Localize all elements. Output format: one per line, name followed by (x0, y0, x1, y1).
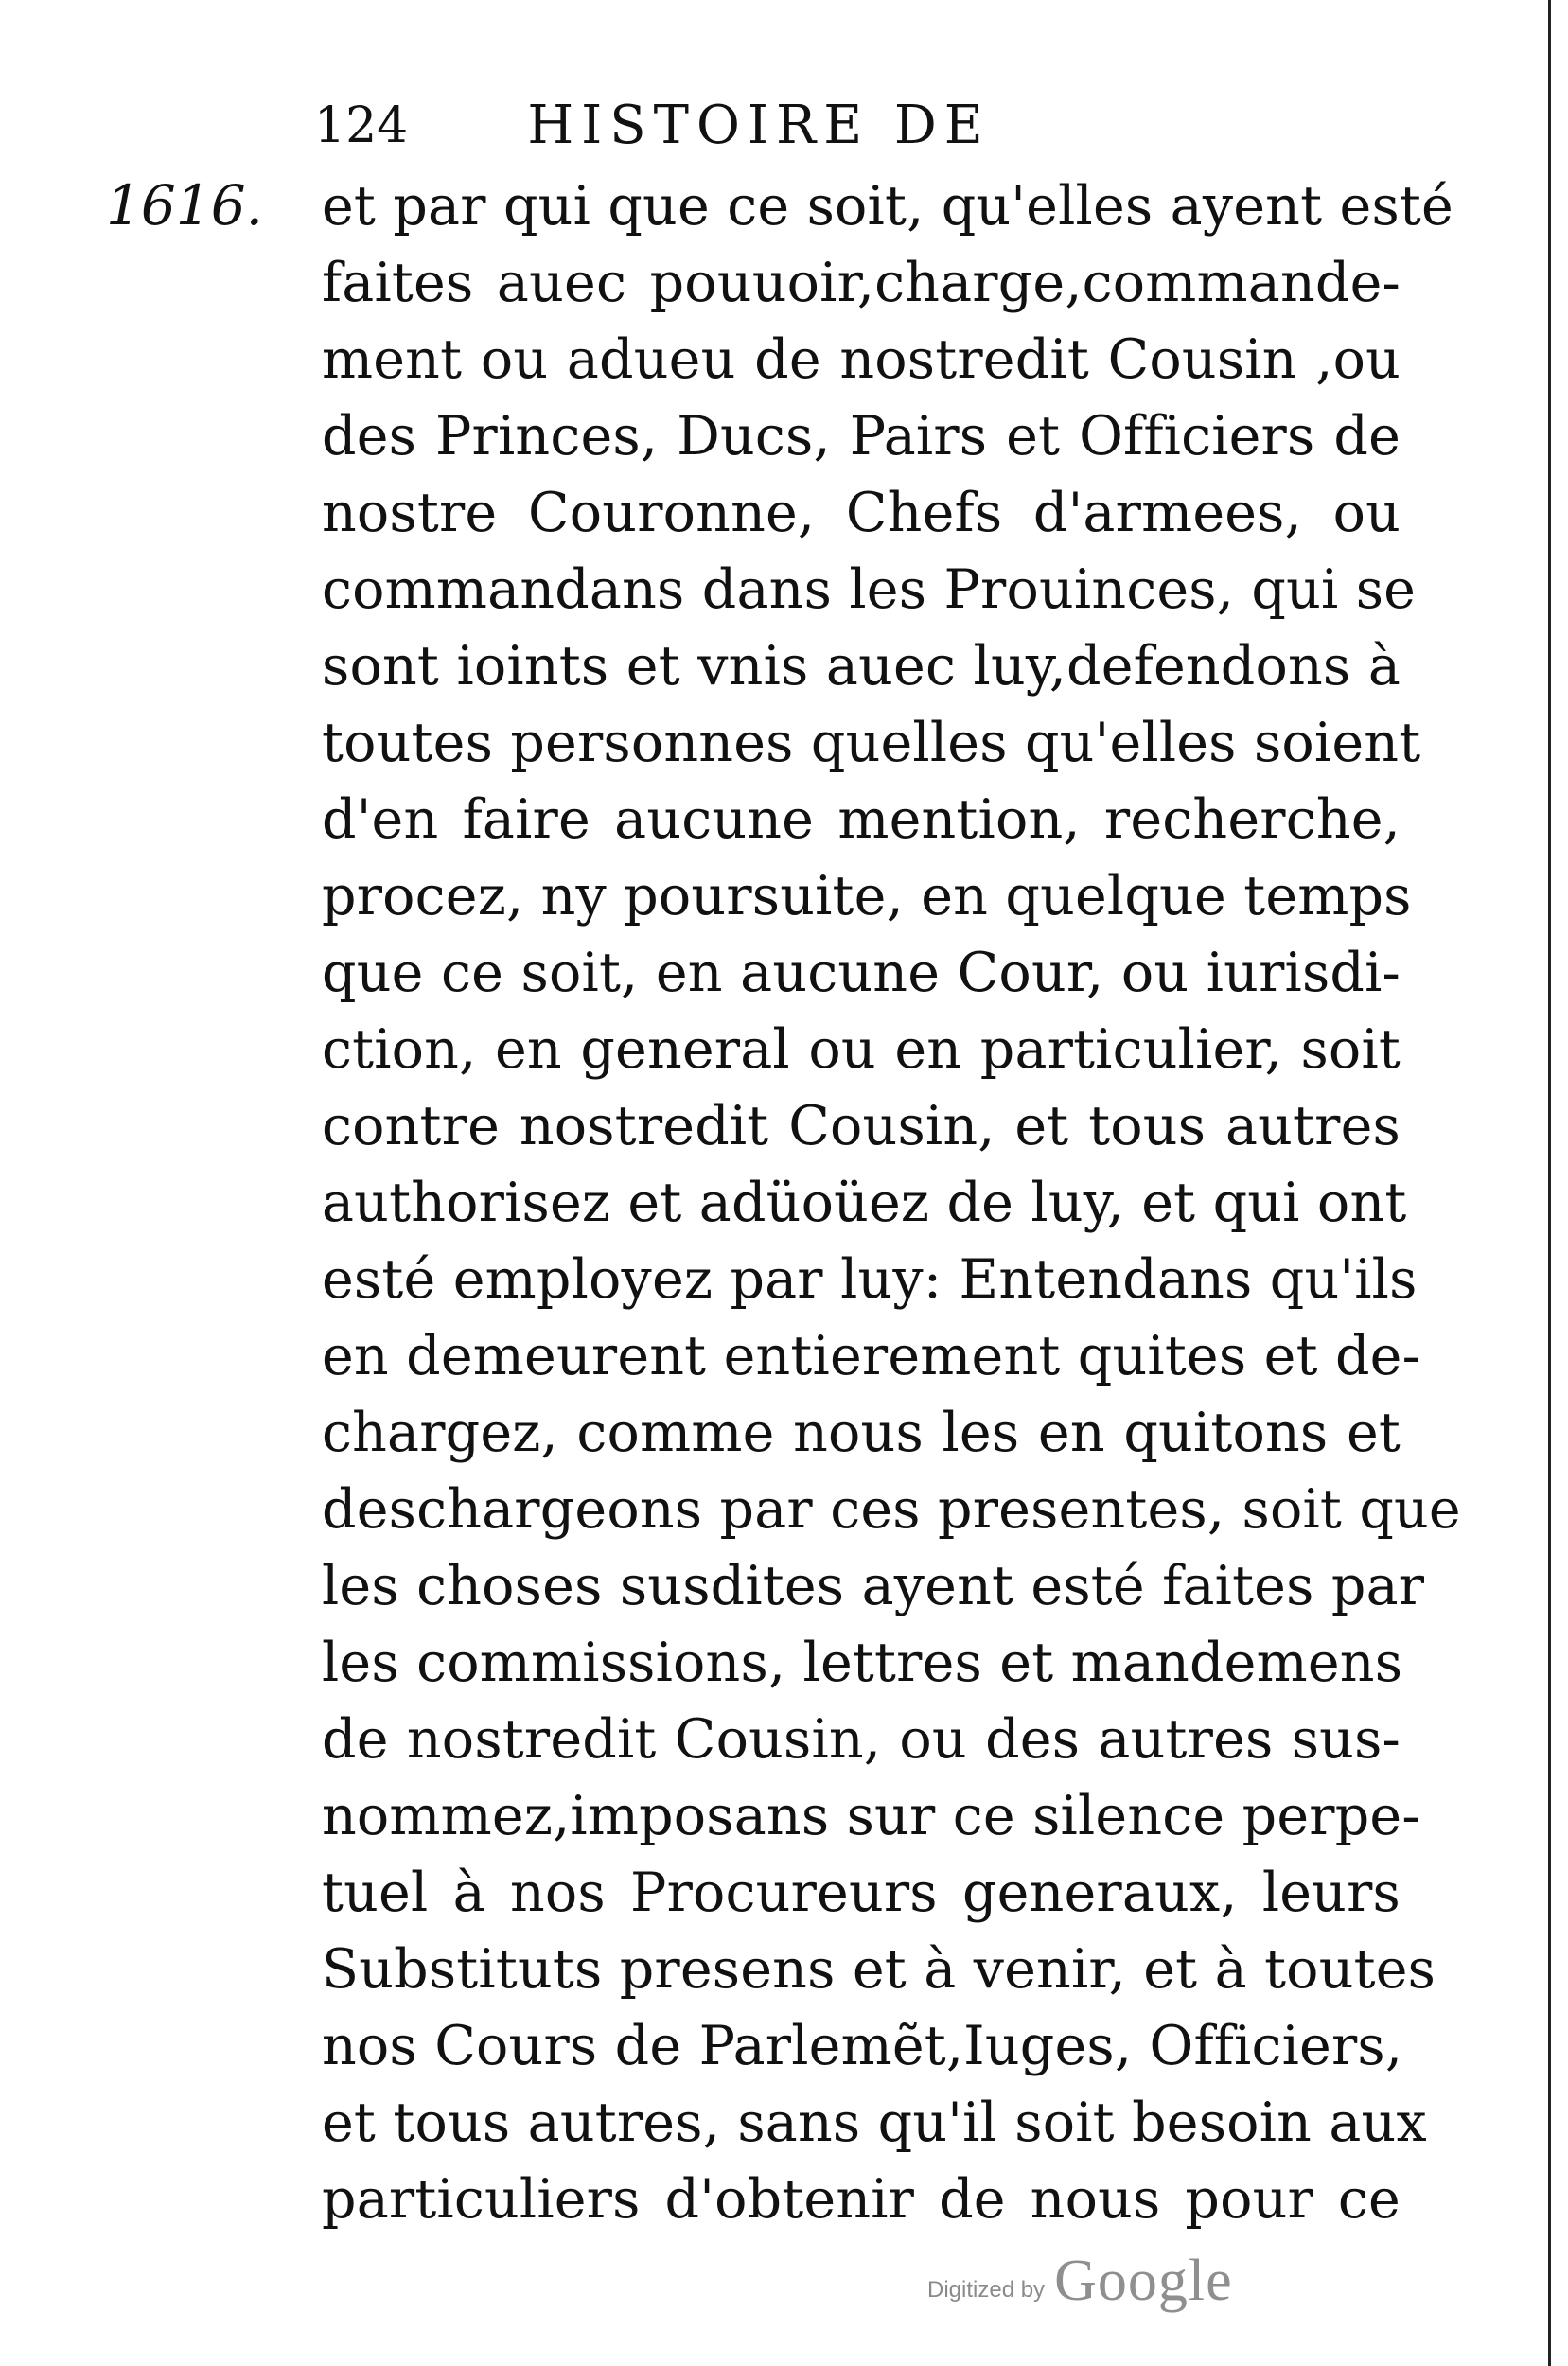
text-line: que ce soit, en aucune Cour, ou iurisdi- (322, 942, 1401, 1004)
body-text (322, 168, 1461, 2238)
text-line: d'en faire aucune mention, recherche, (322, 788, 1401, 851)
text-line: commandans dans les Prouinces, qui se (322, 558, 1417, 621)
text-line: Substituts presens et à venir, et à toutes (322, 1938, 1436, 2001)
text-line: des Princes, Ducs, Pairs et Officiers de (322, 405, 1401, 468)
text-line: les choses susdites ayent esté faites par (322, 1555, 1425, 1617)
text-line: sont ioints et vnis auec luy,defendons à (322, 635, 1401, 697)
text-line: les commissions, lettres et mandemens (322, 1632, 1403, 1694)
page-number: 124 (314, 97, 409, 154)
text-line: contre nostredit Cousin, et tous autres (322, 1095, 1401, 1157)
text-line: de nostredit Cousin, ou des autres sus- (322, 1708, 1401, 1771)
text-line: procez, ny poursuite, en quelque temps (322, 865, 1412, 927)
text-line: nommez,imposans sur ce silence perpe- (322, 1785, 1420, 1847)
text-line: et tous autres, sans qu'il soit besoin aux (322, 2092, 1427, 2154)
margin-year-note: 1616. (106, 173, 264, 238)
text-line: et par qui que ce soit, qu'elles ayent esté (322, 175, 1453, 238)
text-line: esté employez par luy: Entendans qu'ils (322, 1248, 1418, 1311)
google-logo: Google (1054, 2249, 1233, 2313)
text-line: faites auec pouuoir,charge,commande- (322, 252, 1401, 314)
text-line: en demeurent entierement quites et de- (322, 1325, 1421, 1387)
page-header (314, 93, 1204, 159)
text-line: tuel à nos Procureurs generaux, leurs (322, 1862, 1401, 1924)
text-line: nos Cours de Parlemẽt,Iuges, Officiers, (322, 2015, 1403, 2077)
text-line: deschargeons par ces presentes, soit que (322, 1478, 1461, 1541)
page-edge-line (1548, 0, 1551, 2366)
text-line: nostre Couronne, Chefs d'armees, ou (322, 482, 1401, 544)
digitized-by-label: Digitized by (927, 2277, 1046, 2303)
text-line: ction, en general ou en particulier, soit (322, 1018, 1401, 1081)
text-line: particuliers d'obtenir de nous pour ce (322, 2168, 1401, 2231)
running-title: HISTOIRE DE (527, 95, 991, 156)
text-line: authorisez et adüoüez de luy, et qui ont (322, 1172, 1407, 1234)
digitized-watermark (927, 2239, 1233, 2315)
text-line: chargez, comme nous les en quitons et (322, 1402, 1401, 1464)
text-line: ment ou adueu de nostredit Cousin ,ou (322, 328, 1401, 391)
text-line: toutes personnes quelles qu'elles soient (322, 712, 1421, 774)
